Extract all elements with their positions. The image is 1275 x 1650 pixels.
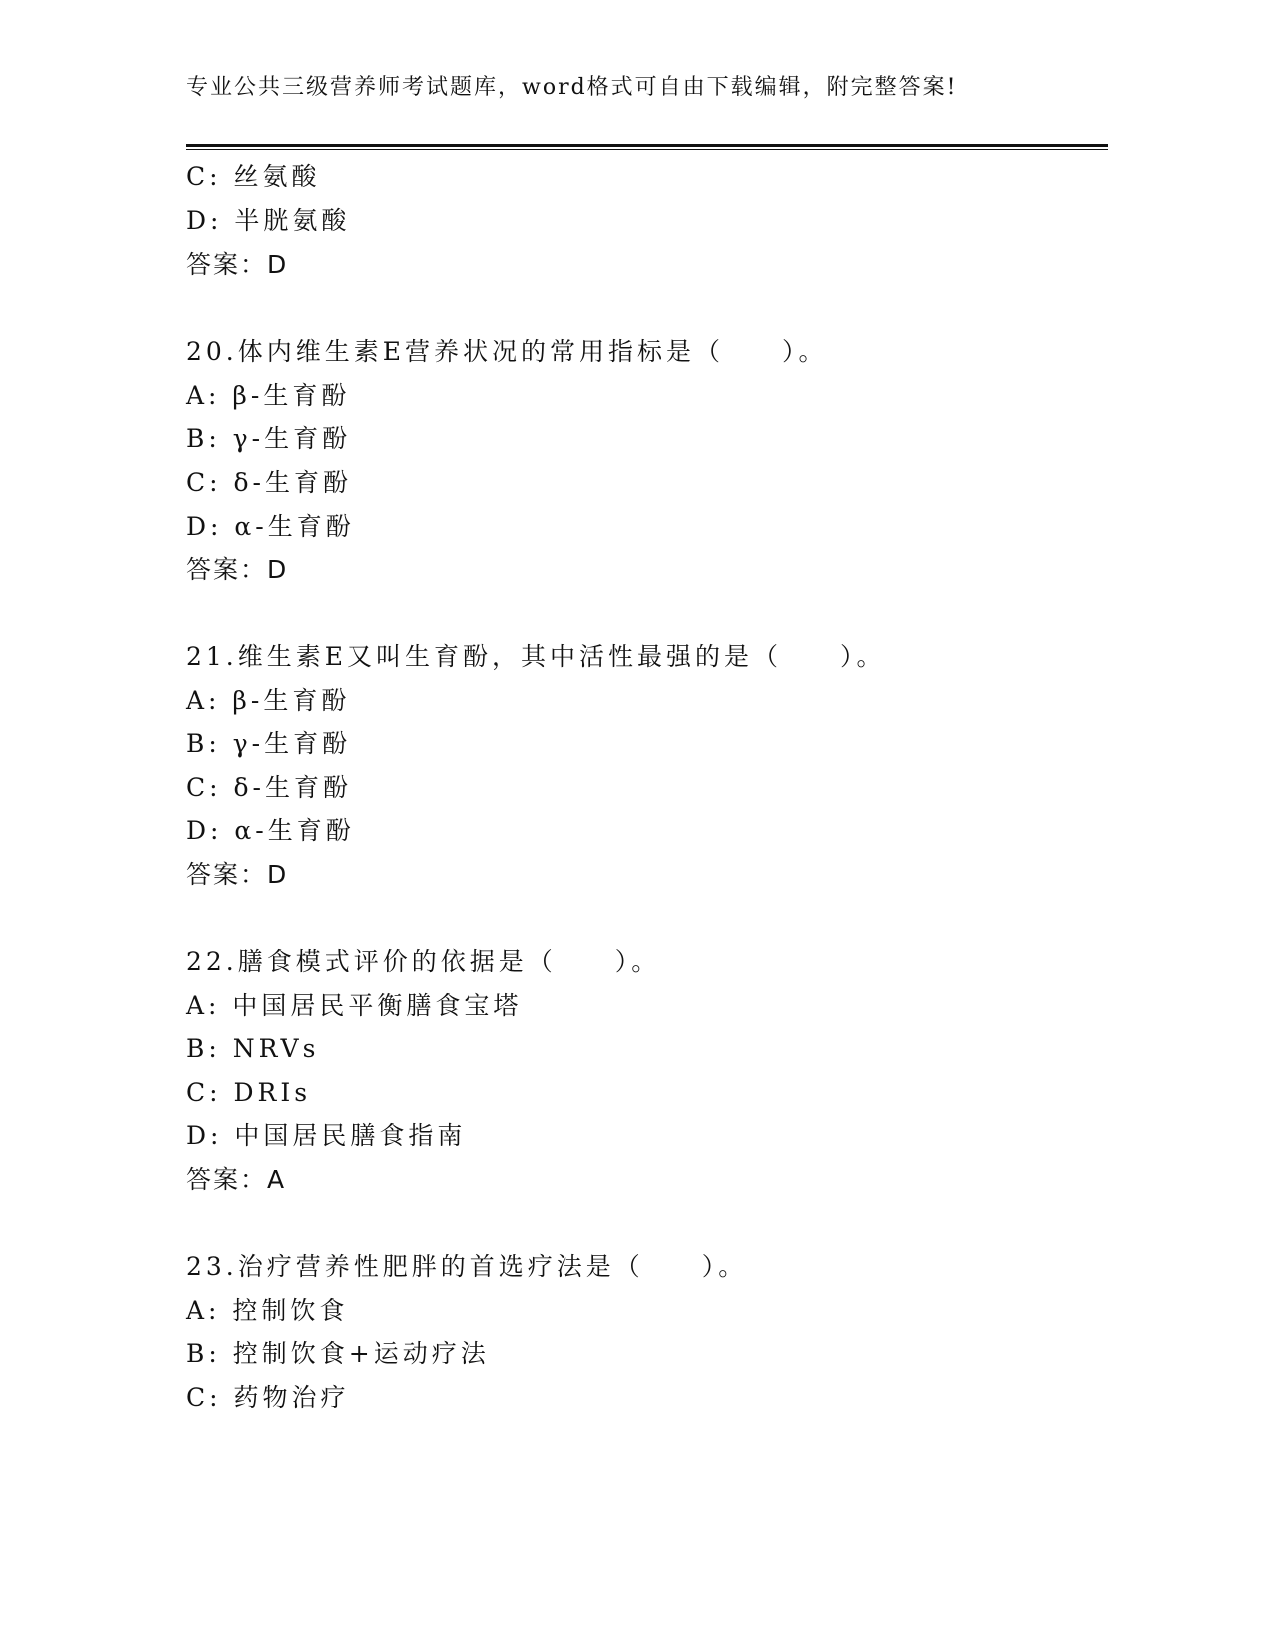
option-d: D: α-生育酚 <box>186 512 355 541</box>
option-b: B: γ-生育酚 <box>186 729 352 758</box>
header-divider <box>186 144 1108 150</box>
question-stem: 22.膳食模式评价的依据是（ ）。 <box>186 947 661 976</box>
answer-line: 答案：D <box>186 555 289 584</box>
option-a: A: 中国居民平衡膳食宝塔 <box>186 991 523 1020</box>
answer-line: 答案：D <box>186 860 289 889</box>
option-a: A: β-生育酚 <box>186 381 351 410</box>
option-c: C: 丝氨酸 <box>186 162 321 191</box>
option-d: D: 中国居民膳食指南 <box>186 1121 467 1150</box>
option-b: B: NRVs <box>186 1034 320 1063</box>
answer-line: 答案：A <box>186 1165 287 1194</box>
answer-line: 答案：D <box>186 250 289 279</box>
option-c: C: δ-生育酚 <box>186 468 352 497</box>
option-d: D: 半胱氨酸 <box>186 206 351 235</box>
option-b: B: γ-生育酚 <box>186 424 352 453</box>
question-stem: 20.体内维生素E营养状况的常用指标是（ ）。 <box>186 337 828 366</box>
page-header: 专业公共三级营养师考试题库，word格式可自由下载编辑，附完整答案! <box>186 75 958 100</box>
option-a: A: β-生育酚 <box>186 686 351 715</box>
option-a: A: 控制饮食 <box>186 1296 349 1325</box>
question-stem: 21.维生素E又叫生育酚，其中活性最强的是（ ）。 <box>186 642 886 671</box>
option-d: D: α-生育酚 <box>186 816 355 845</box>
option-c: C: δ-生育酚 <box>186 773 352 802</box>
option-c: C: DRIs <box>186 1078 312 1107</box>
option-b: B: 控制饮食+运动疗法 <box>186 1339 490 1368</box>
question-stem: 23.治疗营养性肥胖的首选疗法是（ ）。 <box>186 1252 748 1281</box>
option-c: C: 药物治疗 <box>186 1383 350 1412</box>
